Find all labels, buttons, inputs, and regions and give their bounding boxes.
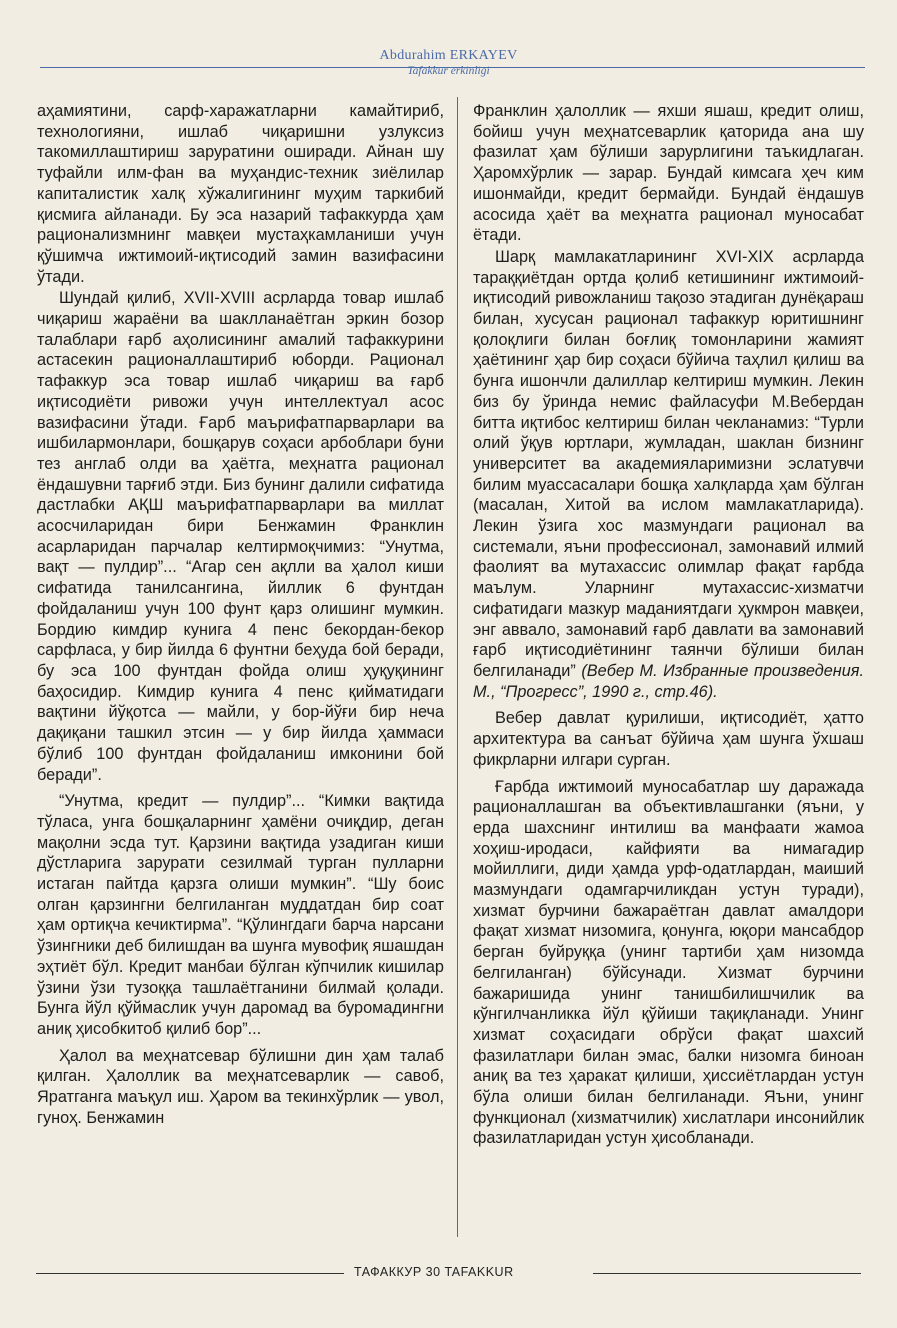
citation: (Вебер М. Избранные произведения. М., “Прогресс”, 1990 г., стр.46). [473,661,864,701]
paragraph: аҳамиятини, сарф-харажатларни камайтириб, технологияни, ишлаб чиқаришни узлуксиз такомиллаштириш заруратини оширади. Айнан шу туфайли илм-фан ва муҳандис-техник зиёлилар капиталистик халқ хўжалигининг муҳим таркибий қисмига айланади. Бу эса назарий тафаккурда ҳам рационализмнинг мавқеи мустаҳкамланиши учун қўшимча ижтимоий-иқтисодий замин вазифасини ўтади. [37,102,444,286]
paragraph-text: Шарқ мамлакатларининг XVI-XIX асрларда тараққиётдан ортда қолиб кетишининг ижтимоий-иқтисодий ривожланиш тақозо этадиган дунёқараш билан, хусусан рационал тафаккур юритишнинг қолоқлиги билан боғлиқ томонларини жамият ҳаётининг ҳар бир соҳаси бўйича таҳлил қилиш ва бунга ишончли далиллар келтириш мумкин. Лекин биз бу ўринда немис файласуфи М.Вебердан битта иқтибос келтириш билан чекланамиз: “Турли олий ўқув юртлари, жумладан, шаклан бизнинг университет ва академияларимизни эслатувчи билим муассасалари бошқа халқларда ҳам бўлган (масалан, Хитой ва ислом мамлакатларида). Лекин ўзига хос мазмундаги рационал ва системали, яъни профессионал, замонавий илмий фаолият ва мутахассис олимлар фақат ғарбда маълум. Уларнинг мутахассис-хизматчи сифатидаги мазкур маданиятдаги ҳукмрон мавқеи, энг аввало, замонавий ғарб давлати ва замонавий ғарб иқтисодиётининг таянчи бўлиши билан белгиланади” [473,247,864,680]
paragraph: Вебер давлат қурилиши, иқтисодиёт, ҳатто архитектура ва санъат бўйича ҳам шунга ўхшаш фикрларни илгари сурган. [473,709,864,769]
paragraph: “Унутма, кредит — пулдир”... “Кимки вақтида тўласа, унга бошқаларнинг ҳамёни очиқдир, деган мақолни эсда тут. Қарзини вақтида узадиган киши дўстларига зарурати сезилмай турган пулларни истаган пайтда қарзга олиши мумкин”. “Шу боис олган қарзингни белгиланган муддатдан бир соат ҳам ортиқча кечиктирма”. “Қўлингдаги барча нарсани ўзингники деб билишдан ва шунга мувофиқ яшашдан эҳтиёт бўл. Кредит манбаи бўлган кўпчилик кишилар ўзини ўзи тузоққа ташлаётганини билмай қолади. Бунга йўл қўймаслик учун даромад ва буромадингни аниқ ҳисобкитоб қилиб бор”... [37,792,444,1038]
footer-page-label: ТАФАККУР 30 TAFAKKUR [354,1265,514,1279]
header-series-title: Tafakkur erkinligi [407,65,490,77]
paragraph: Ғарбда ижтимоий муносабатлар шу даражада рационаллашган ва объективлашганки (яъни, у ерда шахснинг интилиш ва манфаати жамоа хоҳиш-иродаси, кайфияти ва нимагадир мойиллиги, диди ҳамда урф-одатлардан, маиший мазмундаги одамгарчиликдан устун туради), хизмат бурчини бажараётган давлат амалдори фақат хизмат низомига, қонунга, юқори мансабдор берган буйруққа (унинг тартиби ҳам низомда белгиланган) бўйсунади. Хизмат бурчини бажаришида унинг танишбилишчилик ва кўнгилчанликка йўл қўйиши тақиқланади. Унинг хизмат соҳасидаги обрўси фақат шахсий фазилатлари билан эмас, балки низомга биноан аниқ ва тез ҳаракат қилиши, ҳиссиётлардан устун бўла олиши билан белгиланади. Яъни, унинг функционал (хизматчилик) хислатлари инсонийлик фазилатларидан устун ҳисобланади. [473,777,864,1148]
paragraph: Франклин ҳалоллик — яхши яшаш, кредит олиш, бойиш учун меҳнатсеварлик қаторида ана шу фазилат ҳам бўлиши зарурлигини таъкидлаган. Ҳаромхўрлик — зарар. Бундай кимсага ҳеч ким ишонмайди, кредит бермайди. Бундай ёндашув асосида ҳаёт ва меҳнатга рационал муносабат ётади. [473,102,864,245]
right-column [473,101,864,1251]
page-footer [36,1265,861,1279]
footer-rule-right [593,1273,861,1274]
header-rule [40,67,865,68]
paragraph [473,247,864,702]
footer-rule-left [36,1273,344,1274]
paragraph: Ҳалол ва меҳнатсевар бўлишни дин ҳам талаб қилган. Ҳалоллик ва меҳнатсеварлик — савоб, Яратганга маъқул иш. Ҳаром ва текинхўрлик — увол, гуноҳ. Бенжамин [37,1046,444,1127]
column-divider [457,97,458,1237]
paragraph: Шундай қилиб, XVII-XVIII асрларда товар ишлаб чиқариш жараёни ва шаклланаётган эркин бозор талаблари ғарб аҳолисининг амалий тафаккурини астасекин рационаллаштириб юборди. Рационал тафаккур эса товар ишлаб чиқариш ва ғарб иқтисодиёти ривожи учун интеллектуал асос вазифасини ўтади. Ғарб маърифатпарварлари ва ишбилармонлари, бошқарув соҳаси арбоблари буни тез англаб олди ва ҳаётга, меҳнатга рационал ёндашувни тарғиб этди. Биз бунинг далили сифатида дастлабки АҚШ маърифатпарварлари ва миллат асосчиларидан бири Бенжамин Франклин асарларидан парчалар келтирмоқчимиз: “Унутма, вақт — пулдир”... “Агар сен ақлли ва ҳалол киши сифатида танилсангина, йиллик 6 фунтдан фойдаланиш учун 100 фунт қарз олишинг мумкин. Бордию кимдир кунига 4 пенс бекордан-бекор сарфласа, у бир йилда 6 фунтни беҳуда бой беради, бу эса 100 фунтдан фойда олиш ҳуқуқининг баҳосидир. Кимдир кунига 4 пенс қийматидаги вақтини йўқотса — майли, у бор-йўғи бир неча дақиқани ташкил этсин — у бир йилда ҳаммаси бўлиб 100 фунтдан фойдаланиш имконини бой беради”. [37,289,444,784]
running-header [0,48,897,77]
left-column [37,101,444,1251]
header-author: Abdurahim ERKAYEV [379,48,518,63]
